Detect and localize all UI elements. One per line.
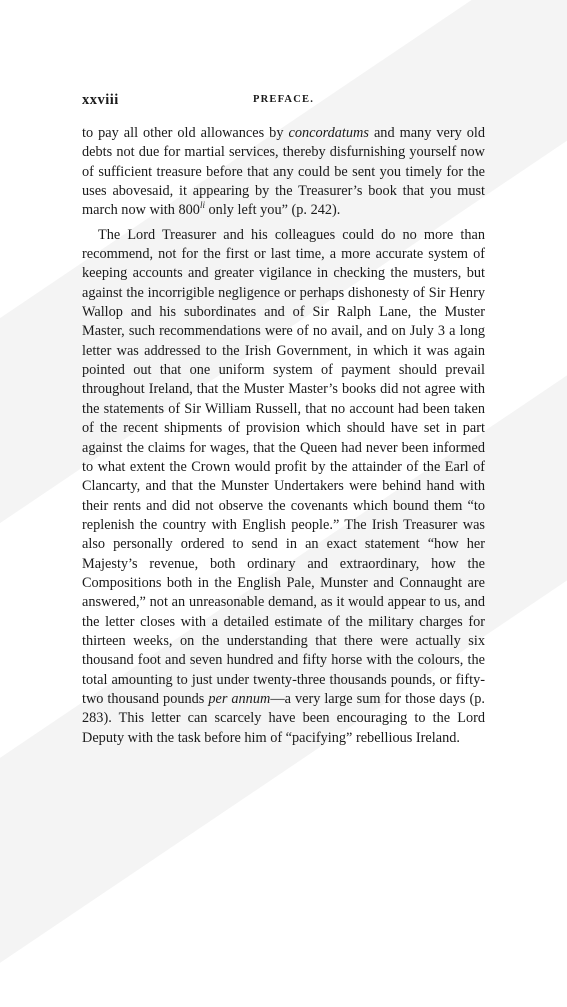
paragraph: [82, 226, 485, 748]
italic-text: li: [199, 200, 205, 211]
italic-text: concordatums: [288, 125, 369, 141]
text-run: only left you” (p. 242).: [204, 202, 341, 219]
page-number: xxviii: [82, 92, 119, 108]
text-run: The Lord Treasurer and his colleagues could do no more than recommend, not for the first or last time, a more accurate system of keeping accounts and greater vigilance in checking the musters, but against the incorrigible negligence or perhaps dishonesty of Sir Henry Wallop and his subordinates and of Sir Ralph Lane, the Muster Master, such recommendations were of no avail, and on July 3 a long letter was addressed to the Irish Government, in which it was again pointed out that one uniform system of payment should prevail throughout Ireland, that the Muster Master’s books did not agree with the statements of Sir William Russell, that no account had been taken of the recent shipments of provision which should have set in part against the claims for wages, that the Queen had never been informed to what extent the Crown would profit by the attainder of the Earl of Clancarty, and that the Munster Undertakers were behind hand with their rents and did not observe the covenants which bound them “to replenish the country with English people.” The Irish Treasurer was also personally ordered to send in an exact statement “how her Majesty’s revenue, both ordinary and extraordinary, how the Compositions both in the English Pale, Munster and Connaught are answered,” not an unreasonable demand, as it would appear to us, and the letter closes with a detailed estimate of the military charges for thirteen weeks, on the understanding that there were actually six thousand foot and seven hundred and fifty horse with the colours, the total amounting to just under twenty-three thousands pounds, or fifty-two thousand pounds: [82, 226, 485, 707]
text-run: —a very large sum for those days (p. 283). This letter can scarcely have been encouraging to the Lord Deputy with the task before him of “pacifying” rebellious Ireland.: [82, 690, 485, 746]
italic-text: per annum: [208, 690, 271, 707]
paragraph: [82, 124, 485, 221]
body-text: [82, 124, 485, 748]
text-run: to pay all other old allowances by: [82, 125, 289, 141]
running-head: PREFACE.: [252, 94, 315, 105]
page-header: [82, 92, 485, 110]
text-run: and many very old debts not due for martial services, thereby disfurnishing yourself now of sufficient treasure before that any could be sent you timely for the uses abovesaid, it appearing by the Treasurer’s book that you must march now with 800: [82, 125, 486, 219]
